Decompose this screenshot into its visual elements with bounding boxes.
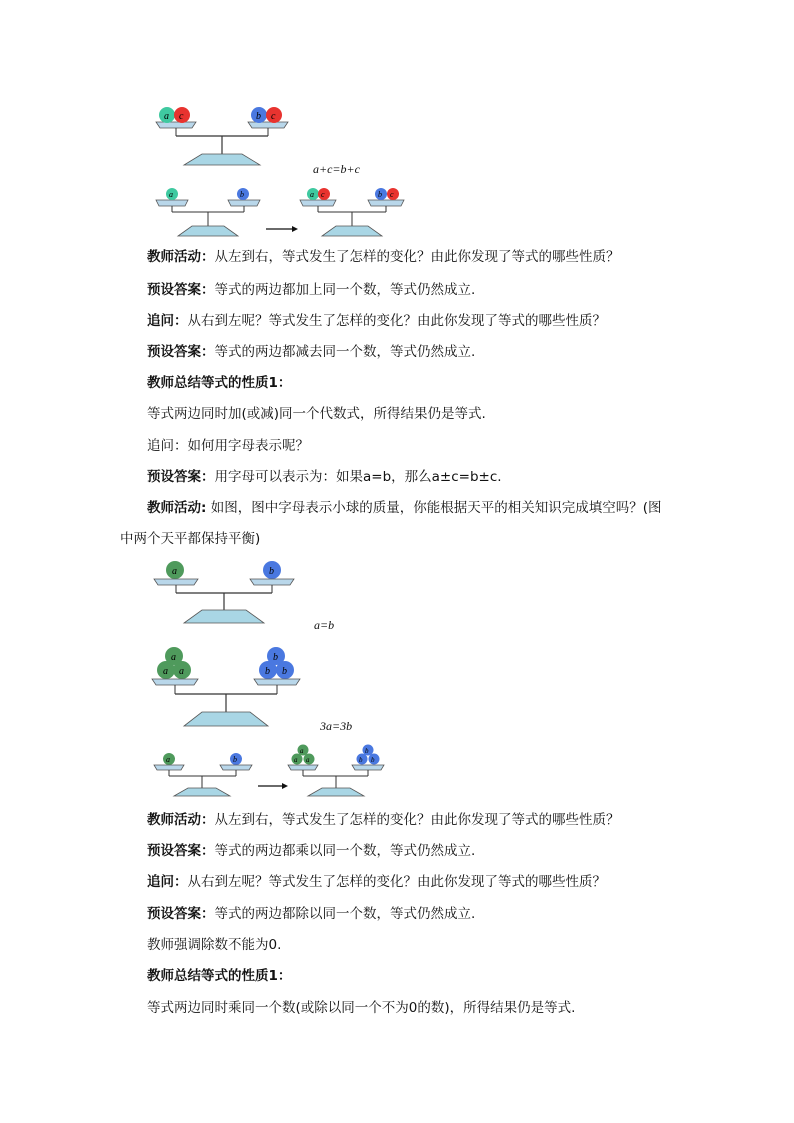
- paragraph: 教师强调除数不能为0.: [147, 937, 282, 953]
- paragraph: 预设答案：用字母可以表示为：如果a=b，那么a±c=b±c.: [147, 469, 502, 485]
- equation-1: a+c=b+c: [313, 162, 360, 176]
- paragraph: 追问：从右到左呢？等式发生了怎样的变化？由此你发现了等式的哪些性质？: [147, 313, 606, 329]
- svg-text:b: b: [233, 755, 237, 764]
- svg-text:a: a: [172, 566, 177, 577]
- svg-text:c: c: [321, 190, 325, 199]
- paragraph: 等式两边同时乘同一个数(或除以同一个不为0的数)，所得结果仍是等式.: [147, 1000, 576, 1016]
- paragraph: 教师活动：从左到右，等式发生了怎样的变化？由此你发现了等式的哪些性质？: [147, 812, 620, 828]
- svg-text:b: b: [265, 666, 270, 677]
- svg-text:c: c: [390, 190, 394, 199]
- balance-bottom-right-1: [300, 188, 404, 236]
- paragraph: 预设答案：等式的两边都乘以同一个数，等式仍然成立.: [147, 843, 476, 859]
- svg-text:a: a: [164, 111, 169, 122]
- svg-text:a: a: [306, 756, 310, 764]
- svg-text:a: a: [294, 756, 298, 764]
- arrow-icon: [266, 226, 298, 232]
- equation-3: 3a=3b: [320, 719, 353, 733]
- svg-text:b: b: [273, 652, 278, 663]
- svg-text:b: b: [359, 756, 363, 764]
- paragraph-continuation: 中两个天平都保持平衡): [120, 531, 261, 547]
- paragraph: 预设答案：等式的两边都加上同一个数，等式仍然成立.: [147, 282, 476, 298]
- svg-text:c: c: [179, 111, 184, 122]
- svg-text:c: c: [271, 111, 276, 122]
- svg-text:a: a: [169, 190, 173, 199]
- balance-bottom-left-1: [156, 188, 260, 236]
- paragraph: 等式两边同时加(或减)同一个代数式，所得结果仍是等式.: [147, 406, 486, 422]
- balance-bottom-left-2: [154, 753, 252, 796]
- svg-text:a: a: [171, 652, 176, 663]
- svg-text:b: b: [240, 190, 244, 199]
- svg-text:a: a: [166, 755, 170, 764]
- balance-bottom-right-2: [288, 745, 384, 797]
- paragraph: 教师活动: 如图，图中字母表示小球的质量，你能根据天平的相关知识完成填空吗？(图: [147, 500, 662, 516]
- paragraph: 教师活动：从左到右，等式发生了怎样的变化？由此你发现了等式的哪些性质？: [147, 249, 620, 265]
- paragraph: 预设答案：等式的两边都减去同一个数，等式仍然成立.: [147, 344, 476, 360]
- svg-text:a: a: [310, 190, 314, 199]
- balance-top-1: [156, 107, 288, 165]
- balance-figure-1: [140, 98, 430, 243]
- balance-figure-2: [140, 558, 400, 803]
- paragraph: 预设答案：等式的两边都除以同一个数，等式仍然成立.: [147, 906, 476, 922]
- svg-text:b: b: [256, 111, 261, 122]
- svg-text:a: a: [179, 666, 184, 677]
- paragraph: 教师总结等式的性质1：: [147, 968, 292, 984]
- svg-text:b: b: [371, 756, 375, 764]
- paragraph: 教师总结等式的性质1：: [147, 375, 292, 391]
- equation-2: a=b: [314, 618, 335, 632]
- balance-top-2: [154, 561, 294, 623]
- svg-text:a: a: [300, 747, 304, 755]
- balance-middle-2: [152, 647, 300, 726]
- arrow-icon: [258, 783, 288, 789]
- svg-text:a: a: [163, 666, 168, 677]
- svg-text:b: b: [365, 747, 369, 755]
- svg-text:b: b: [378, 190, 382, 199]
- paragraph: 追问：如何用字母表示呢？: [147, 438, 309, 454]
- svg-text:b: b: [282, 666, 287, 677]
- paragraph: 追问：从右到左呢？等式发生了怎样的变化？由此你发现了等式的哪些性质？: [147, 874, 606, 890]
- svg-text:b: b: [269, 566, 274, 577]
